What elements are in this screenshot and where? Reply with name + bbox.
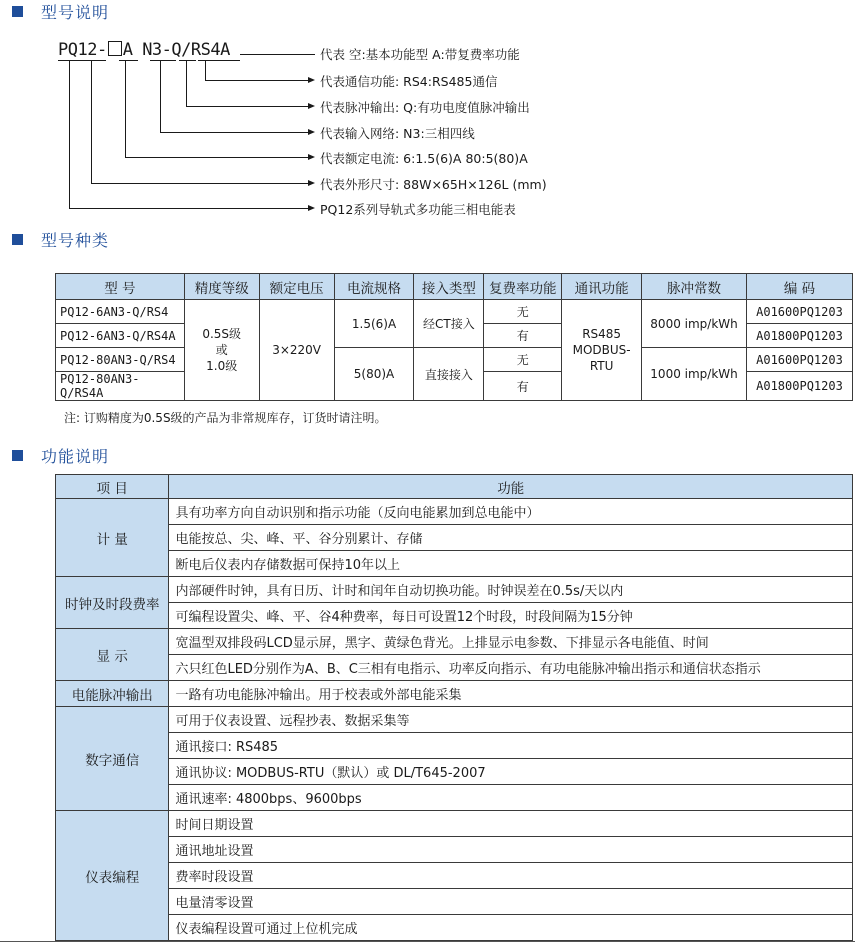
col-header-comm: 通讯功能 — [562, 274, 642, 300]
function-item: 通讯接口: RS485 — [169, 733, 853, 759]
arrow-icon — [308, 205, 315, 211]
model-code — [58, 40, 230, 60]
table-row — [56, 681, 853, 707]
underline-n3 — [150, 60, 176, 61]
table-row — [56, 551, 853, 577]
model-cell: PQ12-6AN3-Q/RS4A — [56, 324, 185, 348]
function-table — [55, 474, 853, 941]
function-item: 宽温型双排段码LCD显示屏，黑字、黄绿色背光。上排显示电参数、下排显示各电能值、时间 — [169, 629, 853, 655]
table-row — [56, 811, 853, 837]
model-cell: PQ12-6AN3-Q/RS4 — [56, 300, 185, 324]
model-code-a: A — [122, 40, 133, 60]
category-cell: 计 量 — [56, 499, 169, 577]
table-row — [56, 300, 853, 324]
leader-vert-5 — [91, 60, 92, 183]
section-title: 型号说明 — [41, 2, 110, 22]
category-cell: 时钟及时段费率 — [56, 577, 169, 629]
table-row — [56, 655, 853, 681]
model-desc-line: 代表脉冲输出: Q:有功电度值脉冲输出 — [320, 100, 530, 115]
access-cell: 经CT接入 — [414, 300, 484, 348]
function-item: 仪表编程设置可通过上位机完成 — [169, 915, 853, 941]
leader-line-2 — [186, 106, 308, 107]
model-desc-line: PQ12系列导轨式多功能三相电能表 — [320, 202, 516, 217]
bullet-square-icon — [12, 450, 23, 461]
table-row — [56, 733, 853, 759]
underline-prefix — [58, 60, 106, 61]
function-item: 具有功率方向自动识别和指示功能（反向电能累加到总电能中） — [169, 499, 853, 525]
model-code-rs4a: /RS4A — [181, 40, 230, 60]
leader-vert-2 — [186, 60, 187, 106]
bullet-square-icon — [12, 6, 23, 17]
model-type-table — [55, 273, 853, 401]
section-heading-model-types — [12, 228, 109, 250]
model-cell: PQ12-80AN3-Q/RS4 — [56, 348, 185, 372]
col-header-function: 功能 — [169, 475, 853, 499]
accuracy-line: 或 — [215, 343, 228, 357]
arrow-icon — [308, 154, 315, 160]
model-desc-line: 代表通信功能: RS4:RS485通信 — [320, 74, 498, 89]
section-heading-model-desc — [12, 0, 109, 22]
function-item: 一路有功电能脉冲输出。用于校表或外部电能采集 — [169, 681, 853, 707]
category-cell: 数字通信 — [56, 707, 169, 811]
section-title: 功能说明 — [41, 446, 110, 466]
table-row — [56, 759, 853, 785]
leader-vert-3 — [160, 60, 161, 132]
comm-line: RS485 — [582, 327, 622, 341]
function-item: 电量清零设置 — [169, 889, 853, 915]
col-header-voltage: 额定电压 — [259, 274, 334, 300]
underline-a — [119, 60, 138, 61]
leader-vert-6 — [69, 60, 70, 208]
order-note: 注: 订购精度为0.5S级的产品为非常规库存，订货时请注明。 — [64, 411, 387, 425]
table-row — [56, 603, 853, 629]
function-item: 通讯速率: 4800bps、9600bps — [169, 785, 853, 811]
col-header-item: 项 目 — [56, 475, 169, 499]
accuracy-line: 1.0级 — [206, 359, 238, 373]
table-row — [56, 629, 853, 655]
code-cell: A01600PQ1203 — [746, 300, 852, 324]
function-item: 六只红色LED分别作为A、B、C三相有电指示、功率反向指示、有功电能脉冲输出指示和通信状态指示 — [169, 655, 853, 681]
comm-cell — [562, 300, 642, 401]
table-row — [56, 837, 853, 863]
arrow-icon — [308, 180, 315, 186]
table-row — [56, 577, 853, 603]
col-header-model: 型 号 — [56, 274, 185, 300]
model-code-q: -Q — [161, 40, 182, 60]
placeholder-box-icon — [108, 41, 122, 56]
category-cell: 仪表编程 — [56, 811, 169, 941]
current-cell: 1.5(6)A — [334, 300, 414, 348]
col-header-current: 电流规格 — [334, 274, 414, 300]
category-cell: 电能脉冲输出 — [56, 681, 169, 707]
model-code-prefix: PQ12- — [58, 40, 107, 60]
comm-line: MODBUS-RTU — [572, 343, 631, 373]
model-desc-line: 代表输入网络: N3:三相四线 — [320, 126, 475, 141]
accuracy-line: 0.5S级 — [202, 327, 242, 341]
accuracy-cell — [184, 300, 259, 401]
table-header-row — [56, 274, 853, 300]
leader-vert-4 — [125, 60, 126, 157]
multi-rate-cell: 有 — [484, 324, 562, 348]
table-row — [56, 863, 853, 889]
col-header-multi-rate: 复费率功能 — [484, 274, 562, 300]
leader-line-4 — [125, 157, 308, 158]
code-cell: A01800PQ1203 — [746, 372, 852, 401]
bullet-square-icon — [12, 234, 23, 245]
col-header-accuracy: 精度等级 — [184, 274, 259, 300]
code-cell: A01800PQ1203 — [746, 324, 852, 348]
voltage-cell: 3×220V — [259, 300, 334, 401]
function-item: 费率时段设置 — [169, 863, 853, 889]
table-row — [56, 499, 853, 525]
function-item: 可用于仪表设置、远程抄表、数据采集等 — [169, 707, 853, 733]
access-cell: 直接接入 — [414, 348, 484, 401]
section-title: 型号种类 — [41, 230, 110, 250]
function-item: 时间日期设置 — [169, 811, 853, 837]
col-header-pulse: 脉冲常数 — [642, 274, 747, 300]
arrow-icon — [308, 103, 315, 109]
leader-line-6 — [69, 208, 308, 209]
function-item: 内部硬件时钟，具有日历、计时和闰年自动切换功能。时钟误差在0.5s/天以内 — [169, 577, 853, 603]
current-cell: 5(80)A — [334, 348, 414, 401]
col-header-access: 接入类型 — [414, 274, 484, 300]
pulse-cell: 8000 imp/kWh — [642, 300, 747, 348]
function-item: 通讯协议: MODBUS-RTU（默认）或 DL/T645-2007 — [169, 759, 853, 785]
table-row — [56, 525, 853, 551]
section-heading-functions — [12, 444, 109, 466]
table-row — [56, 915, 853, 941]
leader-line-3 — [160, 132, 308, 133]
model-code-n3: N3 — [142, 40, 162, 60]
model-cell: PQ12-80AN3-Q/RS4A — [56, 372, 185, 401]
leader-line-1 — [205, 80, 308, 81]
pulse-cell: 1000 imp/kWh — [642, 348, 747, 401]
multi-rate-cell: 无 — [484, 300, 562, 324]
table-header-row — [56, 475, 853, 499]
function-item: 断电后仪表内存储数据可保持10年以上 — [169, 551, 853, 577]
leader-line-0 — [240, 54, 315, 55]
table-row — [56, 348, 853, 372]
leader-line-5 — [91, 183, 308, 184]
model-desc-line: 代表外形尺寸: 88W×65H×126L (mm) — [320, 177, 547, 192]
model-code-diagram — [0, 32, 855, 222]
bottom-divider — [0, 941, 855, 942]
multi-rate-cell: 无 — [484, 348, 562, 372]
table-row — [56, 707, 853, 733]
model-desc-line: 代表额定电流: 6:1.5(6)A 80:5(80)A — [320, 151, 528, 166]
function-item: 通讯地址设置 — [169, 837, 853, 863]
function-item: 可编程设置尖、峰、平、谷4种费率，每日可设置12个时段，时段间隔为15分钟 — [169, 603, 853, 629]
underline-q — [179, 60, 196, 61]
leader-vert-1 — [205, 60, 206, 80]
arrow-icon — [308, 77, 315, 83]
code-cell: A01600PQ1203 — [746, 348, 852, 372]
table-row — [56, 889, 853, 915]
col-header-code: 编 码 — [746, 274, 852, 300]
category-cell: 显 示 — [56, 629, 169, 681]
model-desc-line: 代表 空:基本功能型 A:带复费率功能 — [320, 47, 520, 62]
table-row — [56, 785, 853, 811]
multi-rate-cell: 有 — [484, 372, 562, 401]
function-item: 电能按总、尖、峰、平、谷分别累计、存储 — [169, 525, 853, 551]
arrow-icon — [308, 129, 315, 135]
